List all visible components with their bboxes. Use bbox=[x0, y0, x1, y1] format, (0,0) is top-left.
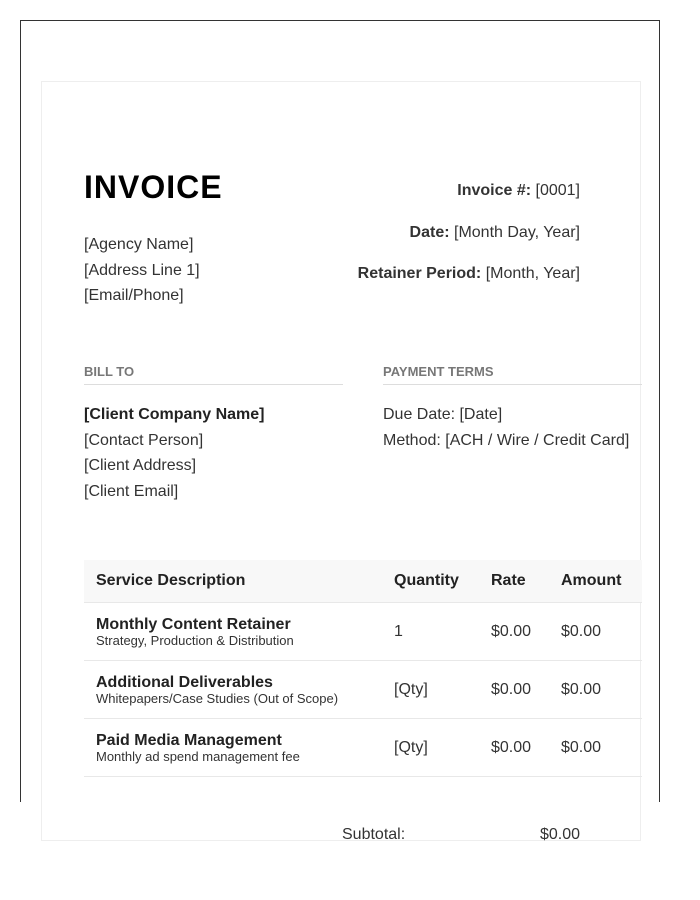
services-table bbox=[84, 560, 642, 777]
amount-cell: $0.00 bbox=[549, 603, 642, 661]
service-cell bbox=[84, 719, 382, 777]
subtotal-label: Subtotal: bbox=[342, 826, 406, 843]
invoice-number-value: [0001] bbox=[535, 182, 580, 199]
retainer-period bbox=[358, 265, 580, 283]
quantity-cell: [Qty] bbox=[382, 719, 479, 777]
quantity-cell: 1 bbox=[382, 603, 479, 661]
service-subtitle: Monthly ad spend management fee bbox=[96, 748, 300, 764]
quantity-cell: [Qty] bbox=[382, 661, 479, 719]
amount-cell: $0.00 bbox=[549, 661, 642, 719]
service-cell bbox=[84, 661, 382, 719]
invoice-number-label: Invoice #: bbox=[457, 182, 532, 199]
bill-to-block bbox=[84, 402, 264, 504]
client-contact-person: [Contact Person] bbox=[84, 431, 204, 449]
service-subtitle: Strategy, Production & Distribution bbox=[96, 632, 294, 648]
agency-block bbox=[84, 232, 200, 309]
payment-method: Method: [ACH / Wire / Credit Card] bbox=[383, 431, 630, 449]
agency-contact: [Email/Phone] bbox=[84, 287, 184, 304]
invoice-date-value: [Month Day, Year] bbox=[454, 224, 580, 241]
retainer-period-label: Retainer Period: bbox=[357, 265, 482, 282]
rate-cell: $0.00 bbox=[479, 603, 549, 661]
col-amount: Amount bbox=[549, 560, 642, 603]
amount-cell: $0.00 bbox=[549, 719, 642, 777]
agency-name: [Agency Name] bbox=[84, 236, 194, 253]
client-address: [Client Address] bbox=[84, 457, 197, 474]
subtotal-value: $0.00 bbox=[539, 826, 580, 843]
col-quantity: Quantity bbox=[382, 560, 479, 603]
service-subtitle: Whitepapers/Case Studies (Out of Scope) bbox=[96, 690, 339, 706]
due-date: Due Date: [Date] bbox=[383, 406, 503, 423]
col-service-description: Service Description bbox=[84, 560, 382, 603]
table-row bbox=[84, 603, 642, 661]
service-cell bbox=[84, 603, 382, 661]
col-rate: Rate bbox=[479, 560, 549, 603]
bill-to-heading: BILL TO bbox=[84, 364, 343, 385]
service-name: Monthly Content Retainer bbox=[96, 615, 291, 633]
invoice-title: INVOICE bbox=[84, 169, 223, 205]
client-company: [Client Company Name] bbox=[84, 406, 265, 423]
retainer-period-value: [Month, Year] bbox=[485, 265, 580, 282]
payment-terms-heading: PAYMENT TERMS bbox=[383, 364, 642, 385]
invoice-date bbox=[410, 224, 580, 242]
agency-address: [Address Line 1] bbox=[84, 261, 200, 279]
client-email: [Client Email] bbox=[84, 482, 179, 500]
table-header-row bbox=[84, 560, 642, 603]
invoice-page bbox=[41, 81, 641, 841]
document-viewport[interactable] bbox=[20, 20, 660, 843]
table-row bbox=[84, 661, 642, 719]
service-name: Additional Deliverables bbox=[96, 673, 273, 691]
service-name: Paid Media Management bbox=[96, 731, 282, 749]
invoice-number bbox=[457, 182, 580, 200]
invoice-date-label: Date: bbox=[409, 224, 450, 241]
payment-terms-block bbox=[383, 402, 629, 453]
table-row bbox=[84, 719, 642, 777]
rate-cell: $0.00 bbox=[479, 719, 549, 777]
rate-cell: $0.00 bbox=[479, 661, 549, 719]
